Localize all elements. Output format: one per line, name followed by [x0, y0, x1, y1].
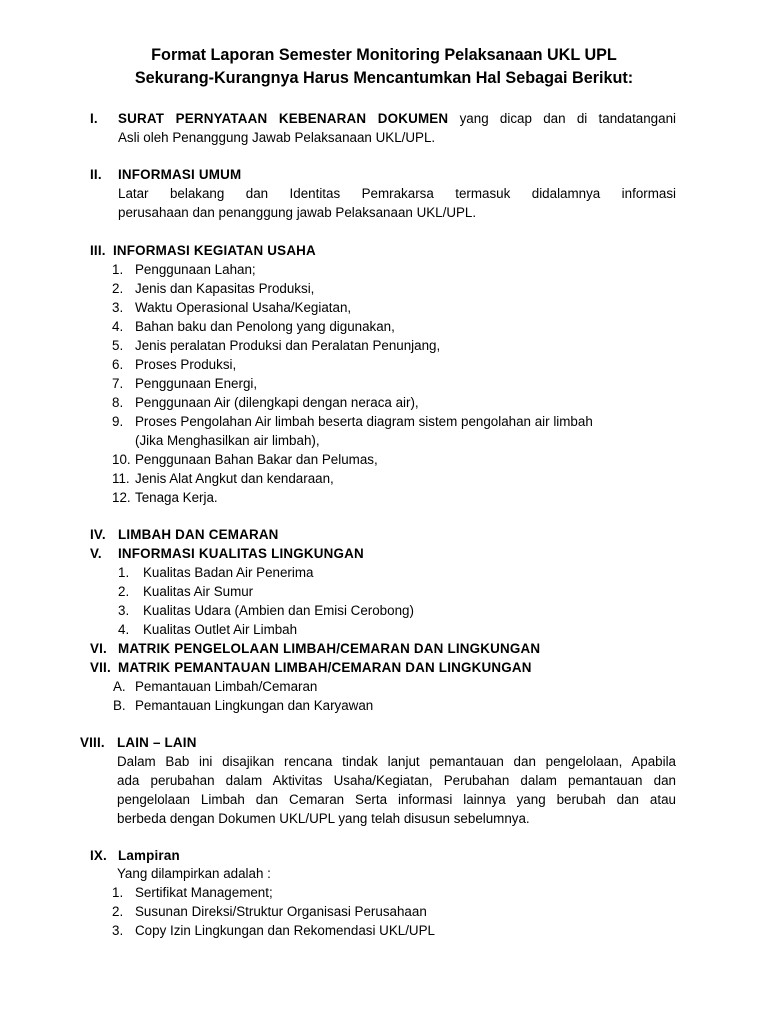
list-item: Pemantauan Lingkungan dan Karyawan [135, 698, 374, 713]
list-item: Kualitas Air Sumur [143, 584, 254, 599]
section-1-heading-line [118, 109, 676, 128]
section-9-intro: Yang dilampirkan adalah : [117, 866, 271, 881]
list-item: Kualitas Outlet Air Limbah [143, 622, 298, 637]
list-item: Susunan Direksi/Struktur Organisasi Perusahaan [135, 904, 427, 919]
section-1-line-2: Asli oleh Penanggung Jawab Pelaksanaan UKL/UPL. [118, 130, 436, 145]
section-4-number: IV. [90, 527, 106, 542]
list-item-number: 3. [118, 603, 130, 618]
list-item-number: 11. [112, 471, 130, 486]
list-item: Jenis peralatan Produksi dan Peralatan Penunjang, [135, 338, 441, 353]
section-9-heading: Lampiran [118, 848, 180, 863]
list-item-number: 1. [112, 262, 124, 277]
section-2-heading: INFORMASI UMUM [118, 167, 242, 182]
list-item-number: 1. [112, 885, 124, 900]
section-8-number: VIII. [80, 735, 105, 750]
list-item-number: 6. [112, 357, 124, 372]
section-5-number: V. [90, 546, 102, 561]
section-5-heading: INFORMASI KUALITAS LINGKUNGAN [118, 546, 364, 561]
list-item-letter: A. [113, 679, 126, 694]
section-8-paragraph [117, 752, 676, 828]
paragraph-line: ada perubahan dalam Aktivitas Usaha/Kegiatan, Perubahan dalam pemantauan dan [117, 773, 676, 788]
list-item-number: 4. [112, 319, 124, 334]
list-item: Copy Izin Lingkungan dan Rekomendasi UKL/UPL [135, 923, 435, 938]
list-item: Bahan baku dan Penolong yang digunakan, [135, 319, 395, 334]
section-2-line-2: perusahaan dan penanggung jawab Pelaksanaan UKL/UPL. [118, 205, 477, 220]
section-2-line-1: Latar belakang dan Identitas Pemrakarsa termasuk didalamnya informasi [118, 186, 676, 201]
list-item: Tenaga Kerja. [135, 490, 218, 505]
list-item: Pemantauan Limbah/Cemaran [135, 679, 318, 694]
list-item: Sertifikat Management; [135, 885, 273, 900]
list-item: Penggunaan Air (dilengkapi dengan neraca air), [135, 395, 419, 410]
document-title-line-2: Sekurang-Kurangnya Harus Mencantumkan Hal Sebagai Berikut: [134, 69, 634, 87]
list-item-continuation: (Jika Menghasilkan air limbah), [135, 433, 320, 448]
list-item-number: 12. [112, 490, 131, 505]
list-item: Jenis dan Kapasitas Produksi, [135, 281, 315, 296]
section-4-heading: LIMBAH DAN CEMARAN [118, 527, 279, 542]
list-item-number: 1. [118, 565, 130, 580]
section-6-heading: MATRIK PENGELOLAAN LIMBAH/CEMARAN DAN LINGKUNGAN [118, 641, 541, 656]
paragraph-line: berbeda dengan Dokumen UKL/UPL yang telah disusun sebelumnya. [117, 811, 530, 826]
list-item-number: 2. [112, 281, 124, 296]
list-item: Waktu Operasional Usaha/Kegiatan, [135, 300, 352, 315]
list-item-number: 9. [112, 414, 124, 429]
section-3-heading: INFORMASI KEGIATAN USAHA [113, 243, 316, 258]
list-item-number: 8. [112, 395, 124, 410]
list-item-number: 3. [112, 300, 124, 315]
list-item: Proses Produksi, [135, 357, 237, 372]
list-item-number: 7. [112, 376, 124, 391]
list-item-letter: B. [113, 698, 126, 713]
list-item-number: 4. [118, 622, 130, 637]
list-item: Penggunaan Bahan Bakar dan Pelumas, [135, 452, 378, 467]
section-1-heading: SURAT PERNYATAAN KEBENARAN DOKUMEN [118, 111, 449, 126]
section-2-number: II. [90, 167, 102, 182]
list-item-number: 5. [112, 338, 124, 353]
section-8-heading: LAIN – LAIN [117, 735, 197, 750]
section-6-number: VI. [90, 641, 107, 656]
document-title-line-1: Format Laporan Semester Monitoring Pelaksanaan UKL UPL [151, 46, 617, 64]
section-7-heading: MATRIK PEMANTAUAN LIMBAH/CEMARAN DAN LINGKUNGAN [118, 660, 532, 675]
list-item-number: 3. [112, 923, 124, 938]
section-1-heading-rest: yang dicap dan di tandatangani [448, 111, 677, 126]
list-item: Kualitas Badan Air Penerima [143, 565, 314, 580]
paragraph-line: Dalam Bab ini disajikan rencana tindak lanjut pemantauan dan pengelolaan, Apabila [117, 754, 676, 769]
list-item: Penggunaan Lahan; [135, 262, 256, 277]
list-item: Proses Pengolahan Air limbah beserta diagram sistem pengolahan air limbah [135, 414, 593, 429]
list-item-number: 10. [112, 452, 131, 467]
section-1-number: I. [90, 111, 98, 126]
list-item-number: 2. [112, 904, 124, 919]
section-9-number: IX. [90, 848, 107, 863]
paragraph-line: pengelolaan Limbah dan Cemaran Serta informasi lainnya yang berubah dan atau [117, 792, 676, 807]
list-item: Jenis Alat Angkut dan kendaraan, [135, 471, 334, 486]
list-item: Kualitas Udara (Ambien dan Emisi Cerobong) [143, 603, 414, 618]
list-item: Penggunaan Energi, [135, 376, 258, 391]
section-7-number: VII. [90, 660, 111, 675]
section-3-number: III. [90, 243, 106, 258]
list-item-number: 2. [118, 584, 130, 599]
